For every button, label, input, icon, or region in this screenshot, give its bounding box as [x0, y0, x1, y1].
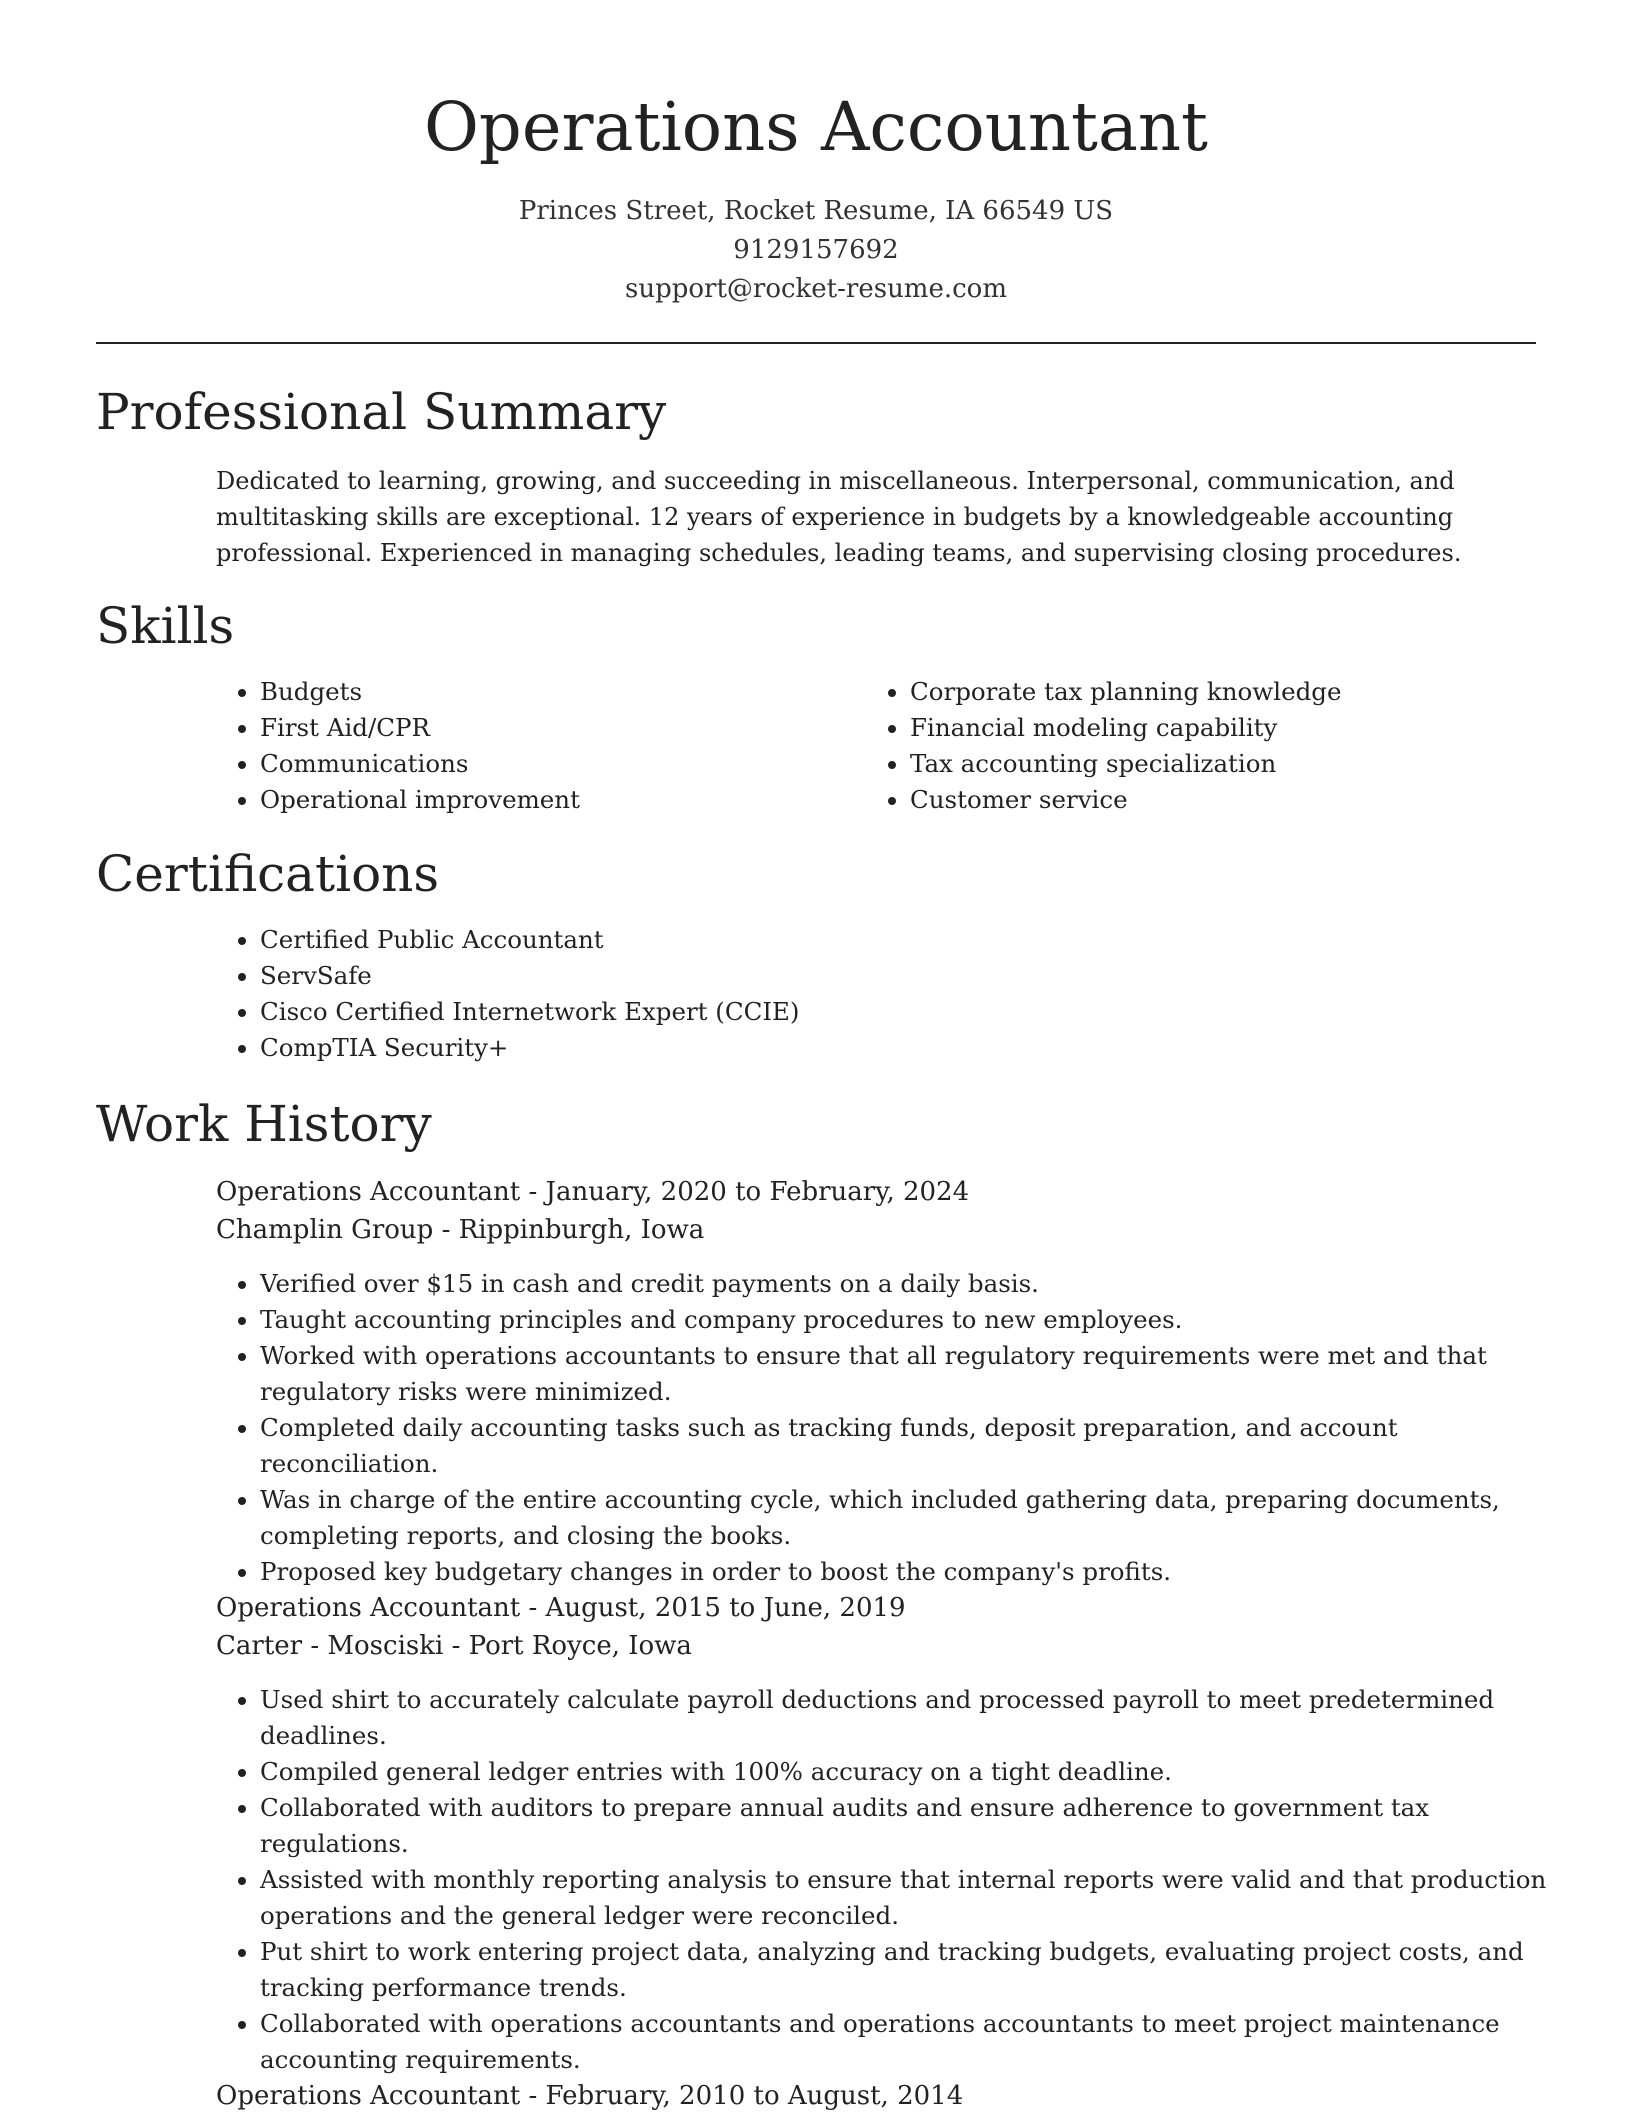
skill-item: • Tax accounting specialization [910, 746, 1550, 782]
work-history-heading: Work History [96, 1095, 432, 1153]
job-bullet: • Completed daily accounting tasks such as tracking funds, deposit preparation, and account reconciliation. [260, 1410, 1560, 1482]
skill-item: • Budgets [260, 674, 860, 710]
job-bullet: • Assisted with monthly reporting analysis to ensure that internal reports were valid and that production operations and the general ledger were reconciled. [260, 1862, 1560, 1934]
contact-email: support@rocket-resume.com [624, 274, 1007, 304]
job-header [216, 1173, 1516, 1249]
skills-list-left [216, 674, 860, 818]
job-company-line: Carter - Mosciski - Port Royce, Iowa [216, 1631, 692, 1661]
skill-item: • Customer service [910, 782, 1550, 818]
summary-text: Dedicated to learning, growing, and succeeding in miscellaneous. Interpersonal, communication, and multitasking skills are exceptional. 12 years of experience in budgets by a knowledgeable accounting professional. Experienced in managing schedules, leading teams, and supervising closing procedures. [216, 467, 1462, 567]
job-role-line: Operations Accountant - August, 2015 to June, 2019 [216, 1593, 906, 1623]
skill-item: • Corporate tax planning knowledge [910, 674, 1550, 710]
certification-item: • CompTIA Security+ [260, 1030, 1560, 1066]
skills-heading: Skills [96, 597, 235, 655]
skill-item: • Financial modeling capability [910, 710, 1550, 746]
contact-block [0, 192, 1632, 309]
summary-heading: Professional Summary [96, 383, 667, 441]
resume-name: Operations Accountant [424, 88, 1208, 166]
job-bullet: • Put shirt to work entering project data, analyzing and tracking budgets, evaluating project costs, and tracking performance trends. [260, 1934, 1560, 2006]
skill-item: • Communications [260, 746, 860, 782]
job-bullet: • Used shirt to accurately calculate payroll deductions and processed payroll to meet predetermined deadlines. [260, 1682, 1560, 1754]
job-bullet: • Collaborated with operations accountants and operations accountants to meet project maintenance accounting requirements. [260, 2006, 1560, 2078]
skills-list-right [866, 674, 1550, 818]
job-bullet: • Collaborated with auditors to prepare annual audits and ensure adherence to government tax regulations. [260, 1790, 1560, 1862]
job-bullet: • Was in charge of the entire accounting cycle, which included gathering data, preparing documents, completing reports, and closing the books. [260, 1482, 1560, 1554]
job-header [216, 2077, 1516, 2115]
job-bullets [216, 1682, 1560, 2078]
job-bullet: • Compiled general ledger entries with 100% accuracy on a tight deadline. [260, 1754, 1560, 1790]
skill-item: • Operational improvement [260, 782, 860, 818]
certifications-heading: Certifications [96, 845, 440, 903]
certification-item: • Certified Public Accountant [260, 922, 1560, 958]
job-company-line: Champlin Group - Rippinburgh, Iowa [216, 1215, 705, 1245]
job-bullet: • Worked with operations accountants to ensure that all regulatory requirements were met and that regulatory risks were minimized. [260, 1338, 1560, 1410]
certification-item: • Cisco Certified Internetwork Expert (CCIE) [260, 994, 1560, 1030]
job-role-line: Operations Accountant - February, 2010 to August, 2014 [216, 2081, 964, 2111]
contact-phone: 9129157692 [733, 235, 899, 265]
job-role-line: Operations Accountant - January, 2020 to February, 2024 [216, 1177, 970, 1207]
job-header [216, 1589, 1516, 1665]
job-bullet: • Proposed key budgetary changes in order to boost the company's profits. [260, 1554, 1560, 1590]
header-divider [96, 342, 1536, 344]
job-bullet: • Verified over $15 in cash and credit payments on a daily basis. [260, 1266, 1560, 1302]
certifications-list [216, 922, 1560, 1066]
job-bullets [216, 1266, 1560, 1590]
certification-item: • ServSafe [260, 958, 1560, 994]
skill-item: • First Aid/CPR [260, 710, 860, 746]
job-bullet: • Taught accounting principles and company procedures to new employees. [260, 1302, 1560, 1338]
contact-address: Princes Street, Rocket Resume, IA 66549 US [518, 196, 1114, 226]
